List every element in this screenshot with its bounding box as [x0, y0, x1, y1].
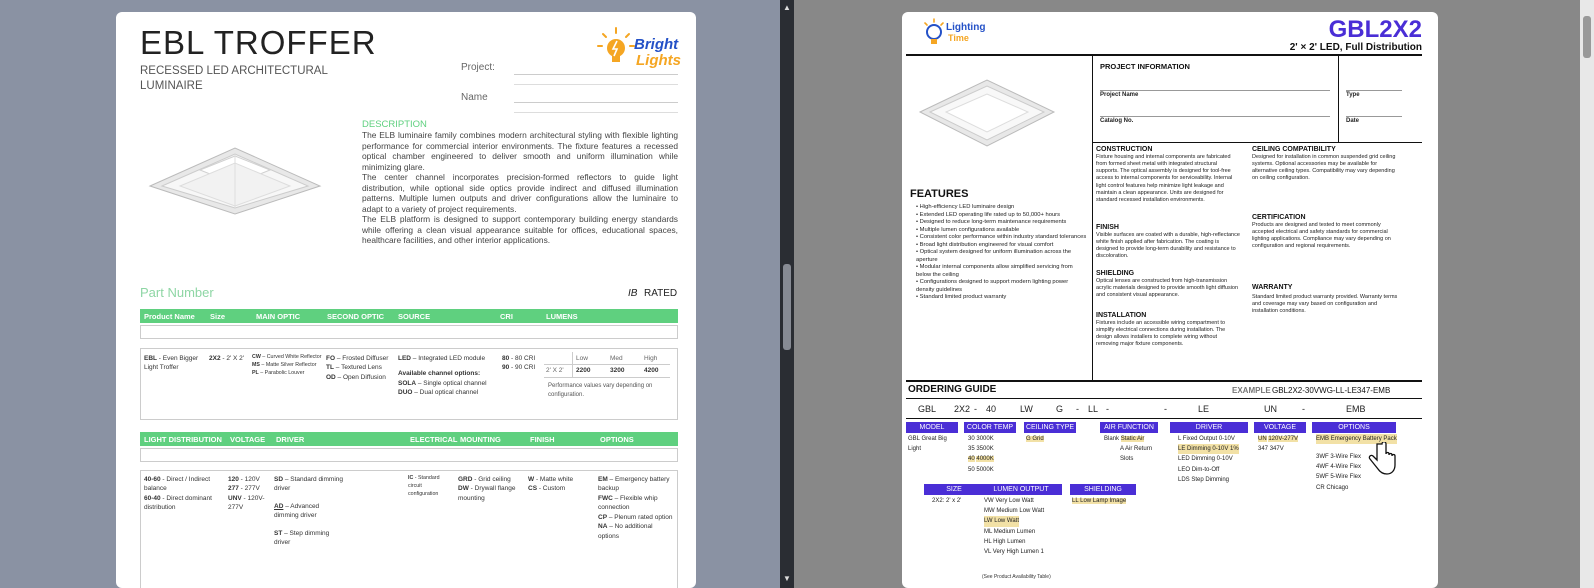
- gbl-product-image: [912, 72, 1062, 152]
- desc-paragraph-3: The ELB platform is designed to support contemporary building energy standards while offering a clean visual appearance suitable for offices, educational spaces, healthcare facilities, and other interior applications.: [362, 214, 678, 245]
- config-table-header: [140, 432, 678, 446]
- lumens-med-value: 3200: [610, 367, 625, 374]
- options-list: EMB Emergency Battery Pack: [1316, 434, 1397, 444]
- code-ceiling: G: [1056, 404, 1064, 414]
- description-heading: DESCRIPTION: [362, 119, 427, 130]
- voltage-options: 120 - 120V 277 - 277V UNV - 120V-277V: [228, 476, 265, 512]
- construction-heading: CONSTRUCTION: [1096, 146, 1153, 153]
- date-field-line[interactable]: [1346, 116, 1402, 117]
- pill-air-function: AIR FUNCTION: [1100, 422, 1158, 433]
- features-list: • High-efficiency LED luminaire design • Extended LED operating life rated up to 50,000+ hours • Designed to reduce long-term maintenance requirements • Multiple lumen configurations available • Consistent color performance within industry standard tolerances • Broad light distribution engineered for visual comfort • Optical system designed for uniform illumination across the aperture • Modular internal components allow simplified servicing from below the ceiling • Configurations designed to support modern lighting power density guidelines • Standard limited product warranty: [916, 204, 1087, 301]
- pill-color-temp: COLOR TEMP: [964, 422, 1016, 433]
- rated-mark: RATED: [644, 288, 678, 299]
- name-input-line[interactable]: [514, 102, 678, 103]
- cri-options: 80 - 80 CRI 90 - 90 CRI: [502, 355, 536, 372]
- distribution-options: 40-60 - Direct / Indirect balance 60-40 - Direct dominant distribution: [144, 476, 212, 512]
- ordering-top-rule: [906, 380, 1422, 382]
- hdr-voltage: VOLTAGE: [230, 434, 266, 444]
- project-info-bottom-rule: [1092, 142, 1422, 143]
- installation-body: Fixtures include an accessible wiring compartment to simplify electrical connections during installation. The design allows installers to complete wiring without removing major fixture components.: [1096, 320, 1226, 348]
- certification-body: Products are designed and tested to meet commonly accepted electrical and safety standards for commercial lighting applications. Compliance may vary depending on configuration and regional requirements.: [1252, 222, 1391, 250]
- hand-pointer-cursor-icon: [1368, 442, 1396, 476]
- project-label: Project:: [461, 62, 495, 73]
- finish-heading: FINISH: [1096, 224, 1119, 231]
- pill-lumen-output: LUMEN OUTPUT: [980, 484, 1062, 495]
- code-voltage: UN: [1264, 404, 1277, 414]
- finish-options: W - Matte white CS - Custom: [528, 476, 574, 493]
- hdr-options: OPTIONS: [600, 434, 634, 444]
- right-document-page: [902, 12, 1438, 588]
- electrical-options: IC - Standard circuit configuration: [408, 475, 440, 497]
- ceiling-body: Designed for installation in common suspended grid ceiling systems. Optional accessories may be available for alternative ceiling types. Compatibility may vary depending on ceiling configuration.: [1252, 154, 1396, 182]
- finish-body: Visible surfaces are coated with a durable, high-reflectance white finish applied after fabrication. The coating is designed to provide long-term durability and resistance to discoloration.: [1096, 232, 1240, 260]
- code-size: 2X2: [954, 404, 971, 414]
- desc-paragraph-2: The center channel incorporates precision-formed reflectors to guide light distribution, while optional side optics provide indirect and diffused illumination patterns. Multiple lumen outputs and driver configurations allow the luminaire to adapt to a variety of project requirements.: [362, 172, 678, 214]
- code-model: GBL: [918, 404, 937, 414]
- code-dash: -: [974, 404, 977, 414]
- shielding-body: Optical lenses are constructed from high-transmission acrylic materials designed to provide smooth light diffusion and consistent visual appearance.: [1096, 278, 1239, 299]
- example-label: EXAMPLE: [1232, 386, 1271, 395]
- ceiling-option: G Grid: [1026, 436, 1044, 442]
- ib-mark: IB: [628, 288, 638, 299]
- project-name-field-line[interactable]: [1100, 90, 1330, 91]
- pill-driver: DRIVER: [1170, 422, 1248, 433]
- performance-note: Performance values vary depending on configuration.: [548, 383, 653, 398]
- construction-body: Fixture housing and internal components are fabricated from formed sheet metal with integrated structural supports. The optical assembly is designed for tool-free access to internal components for serviceability. Internal light control features help minimize light leakage and maintain a clean appearance. Units are designed for standard recessed installation environments.: [1096, 154, 1233, 203]
- spec-subtitle: 2' × 2' LED, Full Distribution: [1289, 42, 1422, 53]
- ceiling-heading: CEILING COMPATIBILITY: [1252, 146, 1336, 153]
- lighting-time-logo-line2: Time: [948, 33, 969, 43]
- lumens-col-med: Med: [610, 355, 623, 362]
- left-scrollbar[interactable]: [780, 0, 794, 588]
- hdr-mounting: MOUNTING: [460, 434, 501, 444]
- bright-lights-logo: [596, 26, 681, 76]
- certification-heading: CERTIFICATION: [1252, 214, 1306, 221]
- size-option: 2X2 - 2' X 2': [209, 355, 245, 362]
- ordering-code-row: [902, 404, 1438, 416]
- left-document-page: [116, 12, 696, 588]
- hdr-finish: FINISH: [530, 434, 555, 444]
- doc-subtitle: RECESSED LED ARCHITECTURAL LUMINAIRE: [140, 65, 328, 92]
- warranty-body: Standard limited product warranty provided. Warranty terms and coverage may vary based on configuration and installation conditions.: [1252, 294, 1398, 315]
- left-scrollbar-thumb[interactable]: [783, 264, 791, 350]
- shielding-heading: SHIELDING: [1096, 270, 1135, 277]
- hdr-lumens: LUMENS: [546, 311, 578, 321]
- scroll-up-arrow-icon[interactable]: ▲: [783, 3, 791, 12]
- name-input-line-2[interactable]: [514, 112, 678, 113]
- pill-shielding: SHIELDING: [1070, 484, 1136, 495]
- lumens-high-value: 4200: [644, 367, 659, 374]
- lighting-time-logo-line1: Lighting: [946, 22, 986, 33]
- code-color-temp: 40: [986, 404, 997, 414]
- logo-text-line2: Lights: [636, 52, 681, 69]
- project-input-line-2[interactable]: [514, 84, 678, 85]
- part-number-heading: Part Number: [140, 285, 214, 300]
- part-table-header: [140, 309, 678, 323]
- hdr-second-optic: SECOND OPTIC: [327, 311, 385, 321]
- hdr-light-distribution: LIGHT DISTRIBUTION: [144, 434, 222, 444]
- date-label: Date: [1346, 118, 1360, 124]
- hdr-source: SOURCE: [398, 311, 431, 321]
- type-label: Type: [1346, 92, 1360, 98]
- pill-model: MODEL: [906, 422, 958, 433]
- color-temp-options: 30 3000K 35 3500K 40 4000K 50 5000K: [968, 436, 994, 473]
- lumens-col-high: High: [644, 355, 658, 362]
- code-dash: -: [1076, 404, 1079, 414]
- logo-text-line1: Bright: [634, 36, 679, 53]
- lighting-time-bulb-icon: [922, 18, 946, 50]
- description-body: [362, 130, 678, 246]
- hdr-size: Size: [210, 311, 226, 321]
- model-option: GBL Great Big Light: [908, 436, 947, 453]
- catalog-field-line[interactable]: [1100, 116, 1330, 117]
- vertical-rule-2: [1338, 54, 1339, 142]
- mounting-options: GRD - Grid ceiling DW - Drywall flange mounting: [458, 476, 516, 502]
- lumen-output-options: VW Very Low Watt MW Medium Low Watt LW Low Watt ML Medium Lumen HL High Lumen VL Very High Lumen 1: [984, 498, 1045, 555]
- hdr-electrical: ELECTRICAL: [410, 434, 458, 444]
- features-heading: FEATURES: [910, 188, 969, 200]
- right-scrollbar[interactable]: [1580, 0, 1594, 588]
- troffer-product-image: [140, 136, 330, 216]
- spec-title: GBL2X2: [1328, 16, 1422, 43]
- extra-options: EM – Emergency battery backup FWC – Flexible whip connection CP – Plenum rated option NA – No additional options: [598, 476, 673, 540]
- pill-size: SIZE: [924, 484, 984, 495]
- driver-options-list: L Fixed Output 0-10V LE Dimming 0-10V 1% LED Dimming 0-10V LEO Dim-to-Off LDS Step Dimming: [1178, 436, 1239, 483]
- code-dash: -: [1302, 404, 1305, 414]
- top-rule: [906, 54, 1422, 56]
- catalog-no-label: Catalog No.: [1100, 118, 1134, 124]
- project-input-line[interactable]: [514, 74, 678, 75]
- doc-title: EBL TROFFER: [140, 24, 377, 61]
- lumen-availability-note: (See Product Availability Table): [982, 574, 1051, 580]
- hdr-product-name: Product Name: [144, 311, 195, 321]
- example-code: GBL2X2-30VWG-LL-LE347-EMB: [1272, 386, 1391, 395]
- code-dash: -: [1106, 404, 1109, 414]
- name-label: Name: [461, 92, 488, 103]
- project-name-label: Project Name: [1100, 92, 1139, 98]
- code-options: EMB: [1346, 404, 1366, 414]
- options-list-more: 3WF 3-Wire Flex 4WF 4-Wire Flex 5WF 5-Wire Flex CR Chicago: [1316, 454, 1362, 491]
- size-option-text: 2X2: 2' x 2': [932, 498, 962, 504]
- hdr-main-optic: MAIN OPTIC: [256, 311, 301, 321]
- lumens-col-low: Low: [576, 355, 588, 362]
- config-entry-row[interactable]: [140, 448, 678, 462]
- voltage-options-list: UN 120V-277V 347 347V: [1258, 436, 1299, 453]
- pill-options: OPTIONS: [1312, 422, 1396, 433]
- hdr-cri: CRI: [500, 311, 513, 321]
- ordering-guide-heading: ORDERING GUIDE: [908, 384, 997, 395]
- product-name-option: EBL - Even Bigger Light Troffer: [144, 355, 199, 372]
- right-scrollbar-thumb[interactable]: [1583, 16, 1591, 58]
- ordering-sub-rule: [906, 398, 1422, 399]
- second-optic-options: FO – Frosted Diffuser TL – Textured Lens OD – Open Diffusion: [326, 355, 389, 381]
- code-shielding: LL: [1088, 404, 1099, 414]
- vertical-rule: [1092, 54, 1093, 380]
- hdr-driver: DRIVER: [276, 434, 305, 444]
- pill-ceiling-type: CEILING TYPE: [1025, 424, 1075, 431]
- project-info-heading: PROJECT INFORMATION: [1100, 62, 1190, 71]
- driver-options: SD – Standard dimming driver AD – Advanced dimming driver ST – Step dimming driver: [274, 476, 344, 547]
- lumens-row-label: 2' X 2': [546, 367, 564, 374]
- source-options: LED – Integrated LED module Available channel options: SOLA – Single optical channel DUO – Dual optical channel: [398, 355, 487, 397]
- code-lumen: LW: [1020, 404, 1033, 414]
- air-function-options: Blank Static Air A Air Return Slots: [1104, 436, 1153, 463]
- code-rule: [906, 418, 1422, 419]
- color-temp-selected-code: 40: [968, 456, 975, 463]
- code-dash: -: [1164, 404, 1167, 414]
- part-entry-row[interactable]: [140, 325, 678, 339]
- warranty-heading: WARRANTY: [1252, 284, 1293, 291]
- scroll-down-arrow-icon[interactable]: ▼: [783, 574, 791, 583]
- installation-heading: INSTALLATION: [1096, 312, 1147, 319]
- lumens-low-value: 2200: [576, 367, 591, 374]
- type-field-line[interactable]: [1346, 90, 1402, 91]
- main-optic-options: CW – Curved White Reflector MS – Matte Silver Reflector PL – Parabolic Louver: [252, 354, 322, 376]
- desc-paragraph-1: The ELB luminaire family combines modern architectural styling with flexible lighting performance for commercial interior environments. The fixture features a recessed optical chamber engineered to deliver smooth and uniform illumination while minimizing glare.: [362, 130, 678, 172]
- pill-voltage: VOLTAGE: [1254, 422, 1306, 433]
- shielding-option: LL Low Lamp Image: [1072, 498, 1127, 504]
- code-driver: LE: [1198, 404, 1210, 414]
